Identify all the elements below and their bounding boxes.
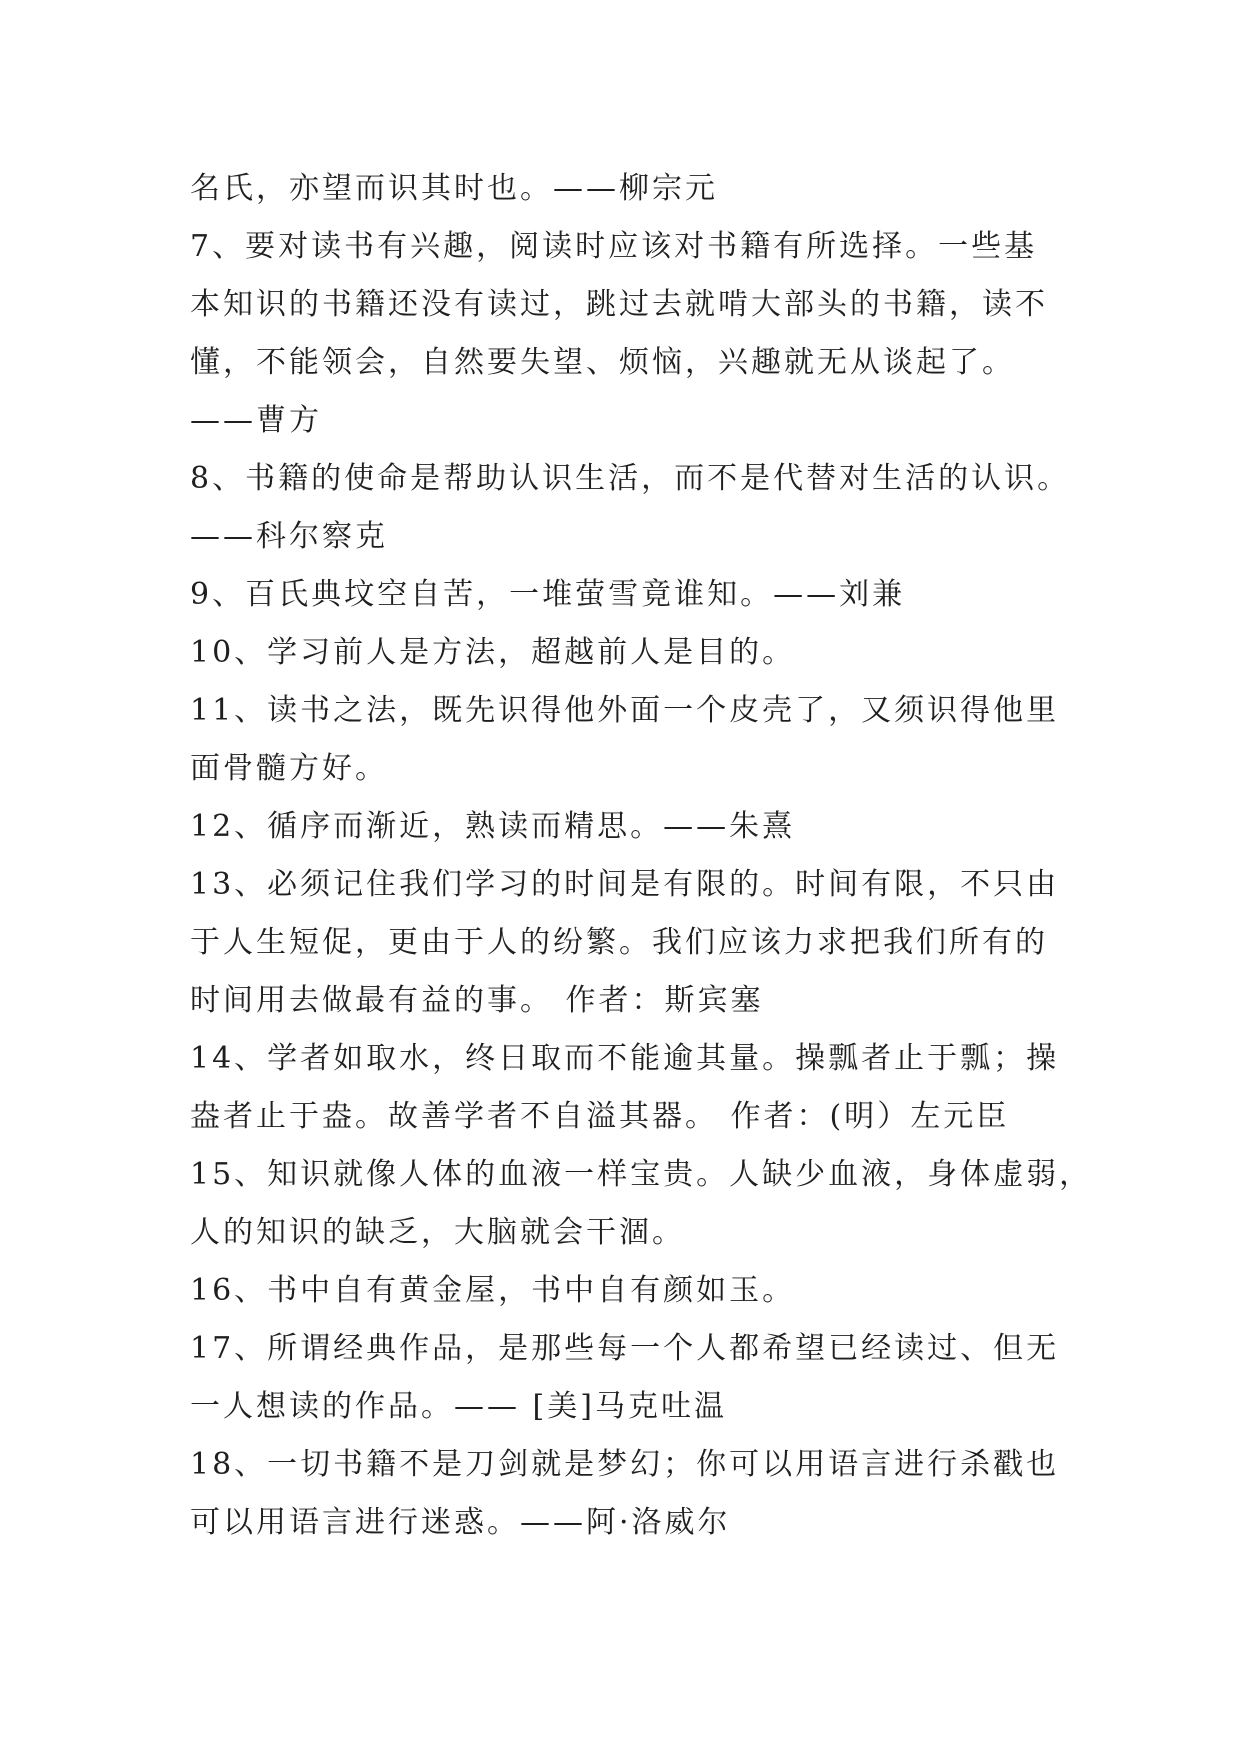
text-line: 可以用语言进行迷惑。——阿·洛威尔: [190, 1505, 731, 1540]
text-line: 7、要对读书有兴趣，阅读时应该对书籍有所选择。一些基: [190, 229, 1038, 264]
document-body: [190, 160, 1093, 1552]
text-line: 9、百氏典坟空自苦，一堆萤雪竟谁知。——刘兼: [190, 577, 906, 612]
text-line: 面骨髓方好。: [190, 751, 388, 786]
text-line: 一人想读的作品。—— [美]马克吐温: [190, 1389, 727, 1424]
text-line: 盎者止于盎。故善学者不自溢其器。 作者：(明）左元臣: [190, 1099, 1010, 1134]
text-line: 16、书中自有黄金屋，书中自有颜如玉。: [190, 1273, 796, 1308]
text-line: 懂，不能领会，自然要失望、烦恼，兴趣就无从谈起了。: [190, 345, 1015, 380]
text-line: 8、书籍的使命是帮助认识生活，而不是代替对生活的认识。: [190, 461, 1071, 496]
text-line: ——曹方: [190, 403, 322, 438]
text-line: 17、所谓经典作品，是那些每一个人都希望已经读过、但无: [190, 1331, 1060, 1366]
text-line: 于人生短促，更由于人的纷繁。我们应该力求把我们所有的: [190, 925, 1048, 960]
text-line: 10、学习前人是方法，超越前人是目的。: [190, 635, 796, 670]
text-line: 时间用去做最有益的事。 作者：斯宾塞: [190, 983, 764, 1018]
text-line: 人的知识的缺乏，大脑就会干涸。: [190, 1215, 685, 1250]
text-line: 12、循序而渐近，熟读而精思。——朱熹: [190, 809, 796, 844]
text-line: 18、一切书籍不是刀剑就是梦幻；你可以用语言进行杀戳也: [190, 1447, 1060, 1482]
text-line: 15、知识就像人体的血液一样宝贵。人缺少血液，身体虚弱，: [190, 1157, 1093, 1192]
text-line: 14、学者如取水，终日取而不能逾其量。操瓢者止于瓢；操: [190, 1041, 1060, 1076]
text-line: 13、必须记住我们学习的时间是有限的。时间有限，不只由: [190, 867, 1060, 902]
text-line: 名氏，亦望而识其时也。——柳宗元: [190, 171, 718, 206]
text-line: 本知识的书籍还没有读过，跳过去就啃大部头的书籍，读不: [190, 287, 1048, 322]
text-line: ——科尔察克: [190, 519, 388, 554]
text-line: 11、读书之法，既先识得他外面一个皮壳了，又须识得他里: [190, 693, 1060, 728]
